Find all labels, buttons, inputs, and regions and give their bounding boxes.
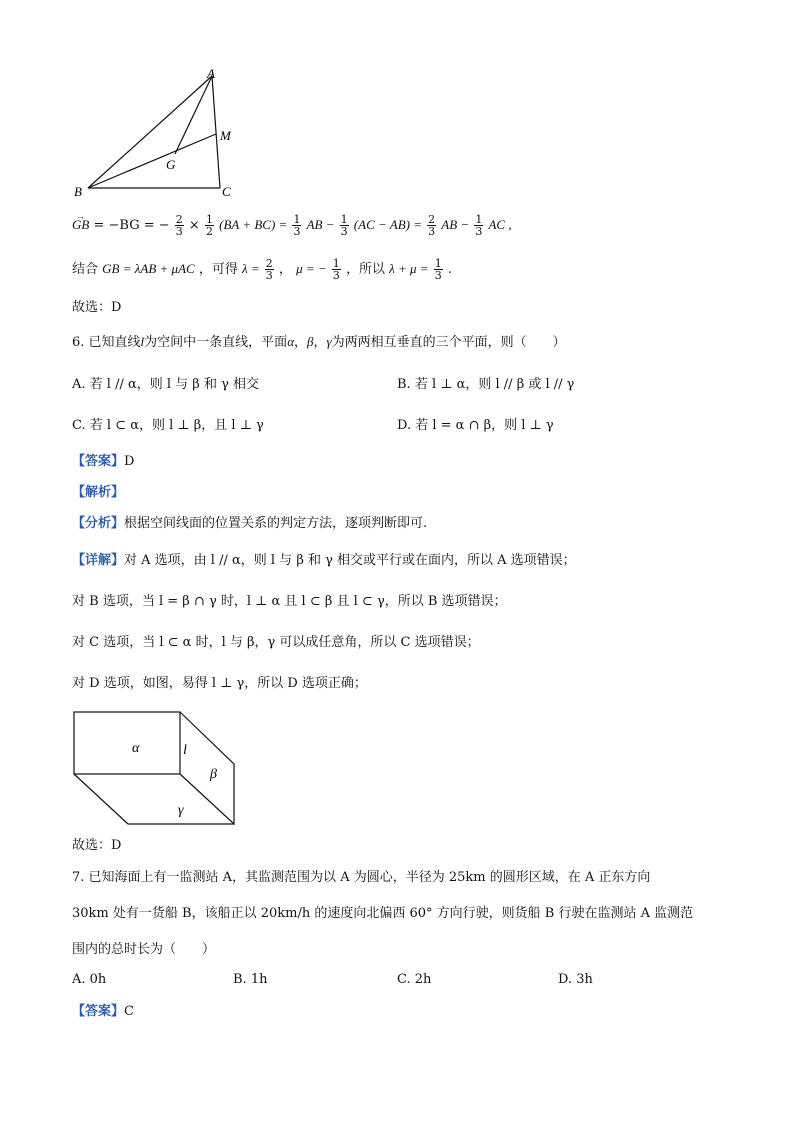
q7-line-2: 30km 处有一货船 B，该船正以 20km/h 的速度向北偏西 60° 方向行驶，则货船 B 行驶在监测站 A 监测范 [72,906,694,921]
detail-line-a: 对 A 选项，由 l // α，则 l 与 β 和 γ 相交或平行或在面内，所以 A 选项错误； [124,553,576,568]
q6-option-b: B. 若 l ⊥ α，则 l // β 或 l // γ [397,377,575,392]
q6-gamma: γ [326,334,332,349]
label-g: G [166,157,176,172]
choose-6: 故选：D [72,838,122,853]
frac-2-3-b: $\frac{2}{3}$ [428,213,436,238]
eq2-lambda: λ = [241,261,260,276]
q7-option-a: A. 0h [72,972,107,987]
triangle-figure [70,66,250,200]
planes-box-figure [70,706,242,830]
eq2-expr: GB = λAB + μAC [102,261,195,276]
q6-beta: β [307,334,314,349]
detail-6-d: 对 D 选项，如图，易得 l ⊥ γ，所以 D 选项正确； [72,676,367,691]
label-a: A [207,66,215,81]
eq1-part6: AC , [488,217,512,232]
eq2-pre: 结合 [72,262,99,277]
label-b: B [74,184,82,199]
answer-7 [72,1002,134,1022]
frac-mu: $\frac{1}{3}$ [332,257,340,282]
choose-5: 故选：D [72,300,122,315]
q6-option-a: A. 若 l // α，则 l 与 β 和 γ 相交 [72,377,259,392]
edge-ac [212,76,220,188]
frac-sum: $\frac{1}{3}$ [434,257,442,282]
answer7-tag: 【答案】 [72,1004,125,1019]
label-gamma: γ [178,803,184,818]
q6-stem-b: 为空间中一条直线，平面 [144,335,288,350]
eq1-part2: (BA + BC) = [219,217,288,232]
q7-line-1: 7. 已知海面上有一监测站 A，其监测范围为以 A 为圆心，半径为 25km 的圆形区域，在 A 正东方向 [72,870,651,885]
frac-lambda: $\frac{2}{3}$ [265,257,273,282]
question-6-stem [72,332,566,353]
frac-2-3: $\frac{2}{3}$ [175,213,183,238]
eq2-sum: λ + μ = [389,261,429,276]
q6-comma-1: ， [294,335,308,350]
answer7-value: C [124,1004,134,1019]
answer-value: D [124,454,135,469]
eq2-mid: ，可得 [198,262,238,277]
frac-1-2: $\frac{1}{2}$ [205,213,213,238]
q7-line-3: 围内的总时长为（ ） [72,942,216,957]
fenxi-tag: 【分析】 [72,516,125,531]
detail-6-a [72,551,576,571]
eq2-post: ，所以 [345,262,385,277]
q6-stem-c: 为两两相互垂直的三个平面，则（ ） [331,335,566,350]
eq1-lhs: → GB [72,217,89,232]
q7-option-d: D. 3h [558,972,593,987]
eq1-part4: (AC − AB) = [353,217,423,232]
frac-1-3-b: $\frac{1}{3}$ [340,213,348,238]
detail-tag: 【详解】 [72,553,125,568]
eq2-end: . [447,262,452,277]
label-m: M [220,128,231,143]
label-alpha: α [132,741,140,756]
eq1-part1: = −BG = − [93,218,170,233]
answer-6 [72,452,134,472]
vector-equation-2 [72,258,452,281]
edge-ab [88,76,212,188]
eq1-part3: AB − [306,217,335,232]
q6-option-d: D. 若 l = α ∩ β，则 l ⊥ γ [397,418,554,433]
detail-6-c: 对 C 选项，当 l ⊂ α 时，l 与 β，γ 可以成任意角，所以 C 选项错误； [72,635,480,650]
q7-option-c: C. 2h [397,972,432,987]
label-beta: β [210,767,217,782]
label-l: l [183,743,187,758]
q6-l: l [140,334,145,349]
plane-alpha-face [74,712,180,774]
analysis-6 [72,483,124,503]
q6-alpha: α [287,334,295,349]
eq1-times: × [188,218,200,233]
fenxi-text: 根据空间线面的位置关系的判定方法，逐项判断即可. [124,516,428,531]
detail-6-b: 对 B 选项，当 l = β ∩ γ 时，l ⊥ α 且 l ⊂ β 且 l ⊂ γ，所以 B 选项错误； [72,594,507,609]
q6-stem-a: 6. 已知直线 [72,335,141,350]
frac-1-3-c: $\frac{1}{3}$ [475,213,483,238]
vector-equation-1 [72,214,512,237]
label-c: C [222,184,231,199]
answer-tag: 【答案】 [72,454,125,469]
analysis-tag: 【解析】 [72,485,125,500]
frac-1-3-a: $\frac{1}{3}$ [293,213,301,238]
eq2-sep: ， [278,262,292,277]
median-bm [88,134,216,188]
plane-beta-face [180,712,234,824]
segment-ag [175,76,212,154]
q6-option-c: C. 若 l ⊂ α，则 l ⊥ β，且 l ⊥ γ [72,418,264,433]
q6-comma-2: ， [313,335,327,350]
eq2-mu: μ = − [296,261,327,276]
fenxi-6 [72,514,427,534]
eq1-part5: AB − [441,217,470,232]
q7-option-b: B. 1h [233,972,268,987]
